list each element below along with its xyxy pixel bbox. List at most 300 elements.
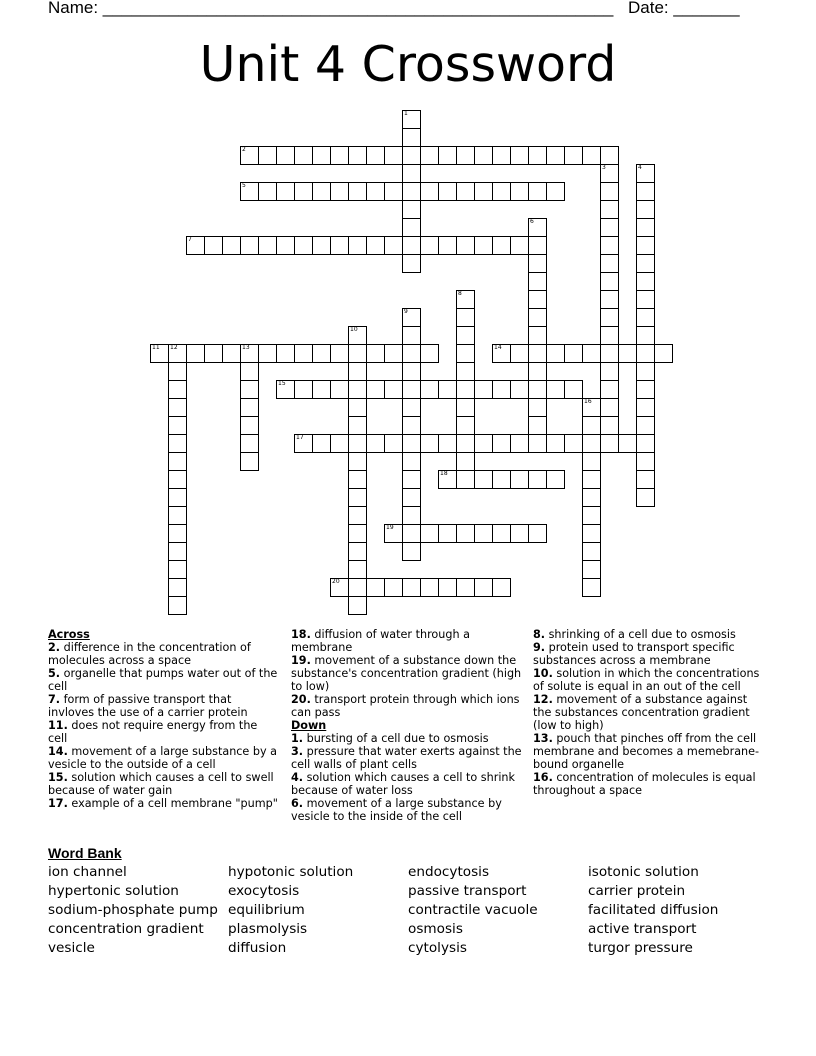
name-field[interactable]: Name: ______________________________________________________ <box>48 0 614 17</box>
grid-cell[interactable] <box>582 560 601 579</box>
grid-cell[interactable] <box>528 272 547 291</box>
grid-cell[interactable] <box>168 434 187 453</box>
grid-cell[interactable] <box>420 434 439 453</box>
grid-cell[interactable] <box>168 524 187 543</box>
word-bank-item: vesicle <box>48 940 95 956</box>
grid-cell[interactable] <box>312 380 331 399</box>
grid-cell[interactable] <box>510 434 529 453</box>
grid-cell[interactable] <box>384 524 403 543</box>
grid-cell[interactable] <box>600 308 619 327</box>
grid-cell[interactable] <box>168 362 187 381</box>
grid-cell[interactable] <box>492 146 511 165</box>
grid-cell[interactable] <box>240 236 259 255</box>
grid-cell[interactable] <box>402 488 421 507</box>
grid-cell[interactable] <box>330 146 349 165</box>
grid-cell[interactable] <box>348 326 367 345</box>
grid-cell[interactable] <box>366 578 385 597</box>
grid-cell[interactable] <box>312 236 331 255</box>
grid-cell[interactable] <box>366 434 385 453</box>
grid-cell[interactable] <box>240 182 259 201</box>
clue-item <box>533 628 768 641</box>
grid-cell[interactable] <box>294 182 313 201</box>
clue-number: 5 <box>242 182 246 189</box>
word-bank-item: facilitated diffusion <box>588 902 719 918</box>
grid-cell[interactable] <box>402 326 421 345</box>
across-heading: Across <box>48 628 90 641</box>
grid-cell[interactable] <box>366 380 385 399</box>
grid-cell[interactable] <box>240 380 259 399</box>
grid-cell[interactable] <box>456 380 475 399</box>
grid-cell[interactable] <box>564 146 583 165</box>
grid-cell[interactable] <box>402 434 421 453</box>
grid-cell[interactable] <box>276 182 295 201</box>
clue-item-number: 19. <box>291 654 311 667</box>
grid-cell[interactable] <box>564 434 583 453</box>
grid-cell[interactable] <box>636 452 655 471</box>
grid-cell[interactable] <box>294 236 313 255</box>
grid-cell[interactable] <box>402 164 421 183</box>
grid-cell[interactable] <box>456 416 475 435</box>
grid-cell[interactable] <box>636 254 655 273</box>
clues-column-1 <box>48 628 280 810</box>
grid-cell[interactable] <box>492 344 511 363</box>
word-bank-item: carrier protein <box>588 883 686 899</box>
grid-cell[interactable] <box>384 236 403 255</box>
grid-cell[interactable] <box>420 344 439 363</box>
grid-cell[interactable] <box>582 524 601 543</box>
grid-cell[interactable] <box>456 290 475 309</box>
grid-cell[interactable] <box>456 452 475 471</box>
grid-cell[interactable] <box>348 416 367 435</box>
grid-cell[interactable] <box>636 218 655 237</box>
grid-cell[interactable] <box>546 146 565 165</box>
grid-cell[interactable] <box>312 344 331 363</box>
grid-cell[interactable] <box>366 236 385 255</box>
grid-cell[interactable] <box>600 272 619 291</box>
grid-cell[interactable] <box>294 434 313 453</box>
grid-cell[interactable] <box>348 344 367 363</box>
grid-cell[interactable] <box>384 434 403 453</box>
grid-cell[interactable] <box>240 344 259 363</box>
grid-cell[interactable] <box>528 182 547 201</box>
grid-cell[interactable] <box>456 362 475 381</box>
grid-cell[interactable] <box>402 236 421 255</box>
grid-cell[interactable] <box>492 182 511 201</box>
clue-item <box>291 732 523 745</box>
grid-cell[interactable] <box>420 146 439 165</box>
clue-number: 16 <box>584 398 592 405</box>
clue-item-text: example of a cell membrane "pump" <box>67 797 278 810</box>
grid-cell[interactable] <box>294 146 313 165</box>
clue-item <box>48 693 280 719</box>
grid-cell[interactable] <box>240 452 259 471</box>
grid-cell[interactable] <box>456 308 475 327</box>
grid-cell[interactable] <box>348 146 367 165</box>
grid-cell[interactable] <box>258 182 277 201</box>
clue-item <box>291 693 523 719</box>
grid-cell[interactable] <box>402 344 421 363</box>
grid-cell[interactable] <box>240 416 259 435</box>
grid-cell[interactable] <box>636 164 655 183</box>
grid-cell[interactable] <box>258 344 277 363</box>
grid-cell[interactable] <box>222 236 241 255</box>
grid-cell[interactable] <box>150 344 169 363</box>
grid-cell[interactable] <box>582 578 601 597</box>
grid-cell[interactable] <box>492 236 511 255</box>
grid-cell[interactable] <box>456 524 475 543</box>
grid-cell[interactable] <box>456 434 475 453</box>
grid-cell[interactable] <box>402 578 421 597</box>
grid-cell[interactable] <box>168 452 187 471</box>
grid-cell[interactable] <box>582 344 601 363</box>
grid-cell[interactable] <box>582 542 601 561</box>
grid-cell[interactable] <box>456 344 475 363</box>
grid-cell[interactable] <box>348 452 367 471</box>
grid-cell[interactable] <box>384 182 403 201</box>
grid-cell[interactable] <box>402 506 421 525</box>
grid-cell[interactable] <box>600 146 619 165</box>
grid-cell[interactable] <box>636 200 655 219</box>
grid-cell[interactable] <box>204 236 223 255</box>
grid-cell[interactable] <box>600 326 619 345</box>
grid-cell[interactable] <box>348 524 367 543</box>
grid-cell[interactable] <box>330 182 349 201</box>
grid-cell[interactable] <box>474 380 493 399</box>
grid-cell[interactable] <box>348 434 367 453</box>
grid-cell[interactable] <box>654 344 673 363</box>
grid-cell[interactable] <box>528 326 547 345</box>
grid-cell[interactable] <box>600 434 619 453</box>
grid-cell[interactable] <box>636 182 655 201</box>
grid-cell[interactable] <box>348 362 367 381</box>
grid-cell[interactable] <box>510 524 529 543</box>
grid-cell[interactable] <box>366 146 385 165</box>
grid-cell[interactable] <box>600 290 619 309</box>
grid-cell[interactable] <box>312 146 331 165</box>
grid-cell[interactable] <box>402 218 421 237</box>
grid-cell[interactable] <box>222 344 241 363</box>
grid-cell[interactable] <box>330 434 349 453</box>
grid-cell[interactable] <box>528 344 547 363</box>
word-bank-item: passive transport <box>408 883 527 899</box>
grid-cell[interactable] <box>582 488 601 507</box>
grid-cell[interactable] <box>330 236 349 255</box>
grid-cell[interactable] <box>636 416 655 435</box>
grid-cell[interactable] <box>348 596 367 615</box>
grid-cell[interactable] <box>402 146 421 165</box>
grid-cell[interactable] <box>528 254 547 273</box>
grid-cell[interactable] <box>348 488 367 507</box>
grid-cell[interactable] <box>528 290 547 309</box>
grid-cell[interactable] <box>456 182 475 201</box>
grid-cell[interactable] <box>528 470 547 489</box>
grid-cell[interactable] <box>474 236 493 255</box>
grid-cell[interactable] <box>384 146 403 165</box>
grid-cell[interactable] <box>438 578 457 597</box>
grid-cell[interactable] <box>528 308 547 327</box>
grid-cell[interactable] <box>528 218 547 237</box>
grid-cell[interactable] <box>168 542 187 561</box>
grid-cell[interactable] <box>528 398 547 417</box>
grid-cell[interactable] <box>528 362 547 381</box>
grid-cell[interactable] <box>348 470 367 489</box>
clue-item-text: form of passive transport that invloves the use of a carrier protein <box>48 693 248 719</box>
grid-cell[interactable] <box>600 254 619 273</box>
clue-item-number: 17. <box>48 797 68 810</box>
grid-cell[interactable] <box>420 236 439 255</box>
clue-item-text: shrinking of a cell due to osmosis <box>545 628 736 641</box>
grid-cell[interactable] <box>402 128 421 147</box>
clue-item-text: does not require energy from the cell <box>48 719 258 745</box>
grid-cell[interactable] <box>438 236 457 255</box>
clue-item-number: 1. <box>291 732 304 745</box>
grid-cell[interactable] <box>168 596 187 615</box>
grid-cell[interactable] <box>636 488 655 507</box>
clue-item-text: transport protein through which ions can pass <box>291 693 520 719</box>
grid-cell[interactable] <box>402 380 421 399</box>
grid-cell[interactable] <box>528 380 547 399</box>
grid-cell[interactable] <box>402 182 421 201</box>
grid-cell[interactable] <box>348 380 367 399</box>
grid-cell[interactable] <box>636 434 655 453</box>
grid-cell[interactable] <box>600 218 619 237</box>
grid-cell[interactable] <box>168 398 187 417</box>
grid-cell[interactable] <box>510 236 529 255</box>
grid-cell[interactable] <box>600 416 619 435</box>
grid-cell[interactable] <box>636 290 655 309</box>
grid-cell[interactable] <box>402 470 421 489</box>
grid-cell[interactable] <box>402 416 421 435</box>
grid-cell[interactable] <box>420 524 439 543</box>
grid-cell[interactable] <box>168 560 187 579</box>
grid-cell[interactable] <box>438 380 457 399</box>
clue-item-number: 3. <box>291 745 304 758</box>
grid-cell[interactable] <box>330 578 349 597</box>
word-bank-item: turgor pressure <box>588 940 693 956</box>
clue-item <box>533 771 768 797</box>
grid-cell[interactable] <box>582 434 601 453</box>
grid-cell[interactable] <box>510 380 529 399</box>
clue-item <box>48 771 280 797</box>
grid-cell[interactable] <box>546 344 565 363</box>
grid-cell[interactable] <box>438 434 457 453</box>
grid-cell[interactable] <box>402 362 421 381</box>
clue-number: 1 <box>404 110 408 117</box>
grid-cell[interactable] <box>402 524 421 543</box>
grid-cell[interactable] <box>528 524 547 543</box>
grid-cell[interactable] <box>510 146 529 165</box>
grid-cell[interactable] <box>456 578 475 597</box>
grid-cell[interactable] <box>420 578 439 597</box>
grid-cell[interactable] <box>474 434 493 453</box>
grid-cell[interactable] <box>168 506 187 525</box>
grid-cell[interactable] <box>618 344 637 363</box>
grid-cell[interactable] <box>636 236 655 255</box>
grid-cell[interactable] <box>294 380 313 399</box>
clue-item <box>533 641 768 667</box>
grid-cell[interactable] <box>456 398 475 417</box>
grid-cell[interactable] <box>510 344 529 363</box>
grid-cell[interactable] <box>636 470 655 489</box>
grid-cell[interactable] <box>474 182 493 201</box>
clue-number: 14 <box>494 344 502 351</box>
grid-cell[interactable] <box>186 236 205 255</box>
grid-cell[interactable] <box>366 344 385 363</box>
grid-cell[interactable] <box>402 542 421 561</box>
grid-cell[interactable] <box>492 578 511 597</box>
grid-cell[interactable] <box>168 380 187 399</box>
grid-cell[interactable] <box>474 578 493 597</box>
clue-number: 12 <box>170 344 178 351</box>
grid-cell[interactable] <box>168 578 187 597</box>
grid-cell[interactable] <box>258 236 277 255</box>
grid-cell[interactable] <box>420 182 439 201</box>
grid-cell[interactable] <box>528 416 547 435</box>
grid-cell[interactable] <box>240 434 259 453</box>
grid-cell[interactable] <box>312 434 331 453</box>
clue-item-number: 4. <box>291 771 304 784</box>
grid-cell[interactable] <box>636 380 655 399</box>
grid-cell[interactable] <box>492 524 511 543</box>
grid-cell[interactable] <box>618 434 637 453</box>
grid-cell[interactable] <box>348 506 367 525</box>
clue-number: 4 <box>638 164 642 171</box>
grid-cell[interactable] <box>510 470 529 489</box>
grid-cell[interactable] <box>636 308 655 327</box>
grid-cell[interactable] <box>348 236 367 255</box>
grid-cell[interactable] <box>438 524 457 543</box>
grid-cell[interactable] <box>600 164 619 183</box>
grid-cell[interactable] <box>438 470 457 489</box>
grid-cell[interactable] <box>528 434 547 453</box>
clue-item <box>291 628 523 654</box>
grid-cell[interactable] <box>456 146 475 165</box>
grid-cell[interactable] <box>582 470 601 489</box>
grid-cell[interactable] <box>348 182 367 201</box>
clue-number: 10 <box>350 326 358 333</box>
grid-cell[interactable] <box>366 182 385 201</box>
grid-cell[interactable] <box>330 344 349 363</box>
grid-cell[interactable] <box>564 344 583 363</box>
grid-cell[interactable] <box>330 380 349 399</box>
grid-cell[interactable] <box>546 380 565 399</box>
grid-cell[interactable] <box>600 398 619 417</box>
grid-cell[interactable] <box>492 470 511 489</box>
grid-cell[interactable] <box>168 344 187 363</box>
clue-item <box>48 745 280 771</box>
word-bank-item: diffusion <box>228 940 287 956</box>
date-field[interactable]: Date: _______ <box>628 0 740 17</box>
clue-number: 3 <box>602 164 606 171</box>
clue-number: 11 <box>152 344 160 351</box>
grid-cell[interactable] <box>348 542 367 561</box>
grid-cell[interactable] <box>402 452 421 471</box>
grid-cell[interactable] <box>402 398 421 417</box>
grid-cell[interactable] <box>546 182 565 201</box>
clue-item-text: movement of a large substance by a vesicle to the outside of a cell <box>48 745 278 771</box>
grid-cell[interactable] <box>402 200 421 219</box>
grid-cell[interactable] <box>600 182 619 201</box>
grid-cell[interactable] <box>420 380 439 399</box>
grid-cell[interactable] <box>240 398 259 417</box>
grid-cell[interactable] <box>474 524 493 543</box>
grid-cell[interactable] <box>384 578 403 597</box>
grid-cell[interactable] <box>276 236 295 255</box>
grid-cell[interactable] <box>528 236 547 255</box>
clue-item-number: 16. <box>533 771 553 784</box>
grid-cell[interactable] <box>168 470 187 489</box>
grid-cell[interactable] <box>402 308 421 327</box>
clue-item-number: 15. <box>48 771 68 784</box>
grid-cell[interactable] <box>528 146 547 165</box>
grid-cell[interactable] <box>600 200 619 219</box>
grid-cell[interactable] <box>186 344 205 363</box>
grid-cell[interactable] <box>636 326 655 345</box>
grid-cell[interactable] <box>456 236 475 255</box>
grid-cell[interactable] <box>276 146 295 165</box>
grid-cell[interactable] <box>582 452 601 471</box>
grid-cell[interactable] <box>564 380 583 399</box>
grid-cell[interactable] <box>636 362 655 381</box>
grid-cell[interactable] <box>456 326 475 345</box>
clue-item-number: 11. <box>48 719 68 732</box>
grid-cell[interactable] <box>276 344 295 363</box>
grid-cell[interactable] <box>204 344 223 363</box>
grid-cell[interactable] <box>438 146 457 165</box>
grid-cell[interactable] <box>600 362 619 381</box>
clues-column-3 <box>533 628 768 797</box>
grid-cell[interactable] <box>402 254 421 273</box>
grid-cell[interactable] <box>348 398 367 417</box>
grid-cell[interactable] <box>582 398 601 417</box>
grid-cell[interactable] <box>636 272 655 291</box>
grid-cell[interactable] <box>636 398 655 417</box>
clue-item-text: solution in which the concentrations of solute is equal in an out of the cell <box>533 667 760 693</box>
grid-cell[interactable] <box>456 470 475 489</box>
grid-cell[interactable] <box>402 110 421 129</box>
grid-cell[interactable] <box>348 560 367 579</box>
grid-cell[interactable] <box>636 344 655 363</box>
grid-cell[interactable] <box>546 434 565 453</box>
grid-cell[interactable] <box>240 146 259 165</box>
grid-cell[interactable] <box>312 182 331 201</box>
grid-cell[interactable] <box>582 146 601 165</box>
page-title: Unit 4 Crossword <box>199 36 617 93</box>
grid-cell[interactable] <box>600 236 619 255</box>
grid-cell[interactable] <box>492 380 511 399</box>
grid-cell[interactable] <box>276 380 295 399</box>
grid-cell[interactable] <box>294 344 313 363</box>
grid-cell[interactable] <box>258 146 277 165</box>
grid-cell[interactable] <box>240 362 259 381</box>
grid-cell[interactable] <box>384 344 403 363</box>
grid-cell[interactable] <box>348 578 367 597</box>
grid-cell[interactable] <box>168 488 187 507</box>
grid-cell[interactable] <box>474 470 493 489</box>
grid-cell[interactable] <box>582 506 601 525</box>
grid-cell[interactable] <box>474 146 493 165</box>
grid-cell[interactable] <box>546 470 565 489</box>
grid-cell[interactable] <box>384 380 403 399</box>
grid-cell[interactable] <box>600 344 619 363</box>
clue-item-text: bursting of a cell due to osmosis <box>303 732 489 745</box>
grid-cell[interactable] <box>510 182 529 201</box>
grid-cell[interactable] <box>582 416 601 435</box>
grid-cell[interactable] <box>492 434 511 453</box>
grid-cell[interactable] <box>600 380 619 399</box>
grid-cell[interactable] <box>168 416 187 435</box>
grid-cell[interactable] <box>438 182 457 201</box>
